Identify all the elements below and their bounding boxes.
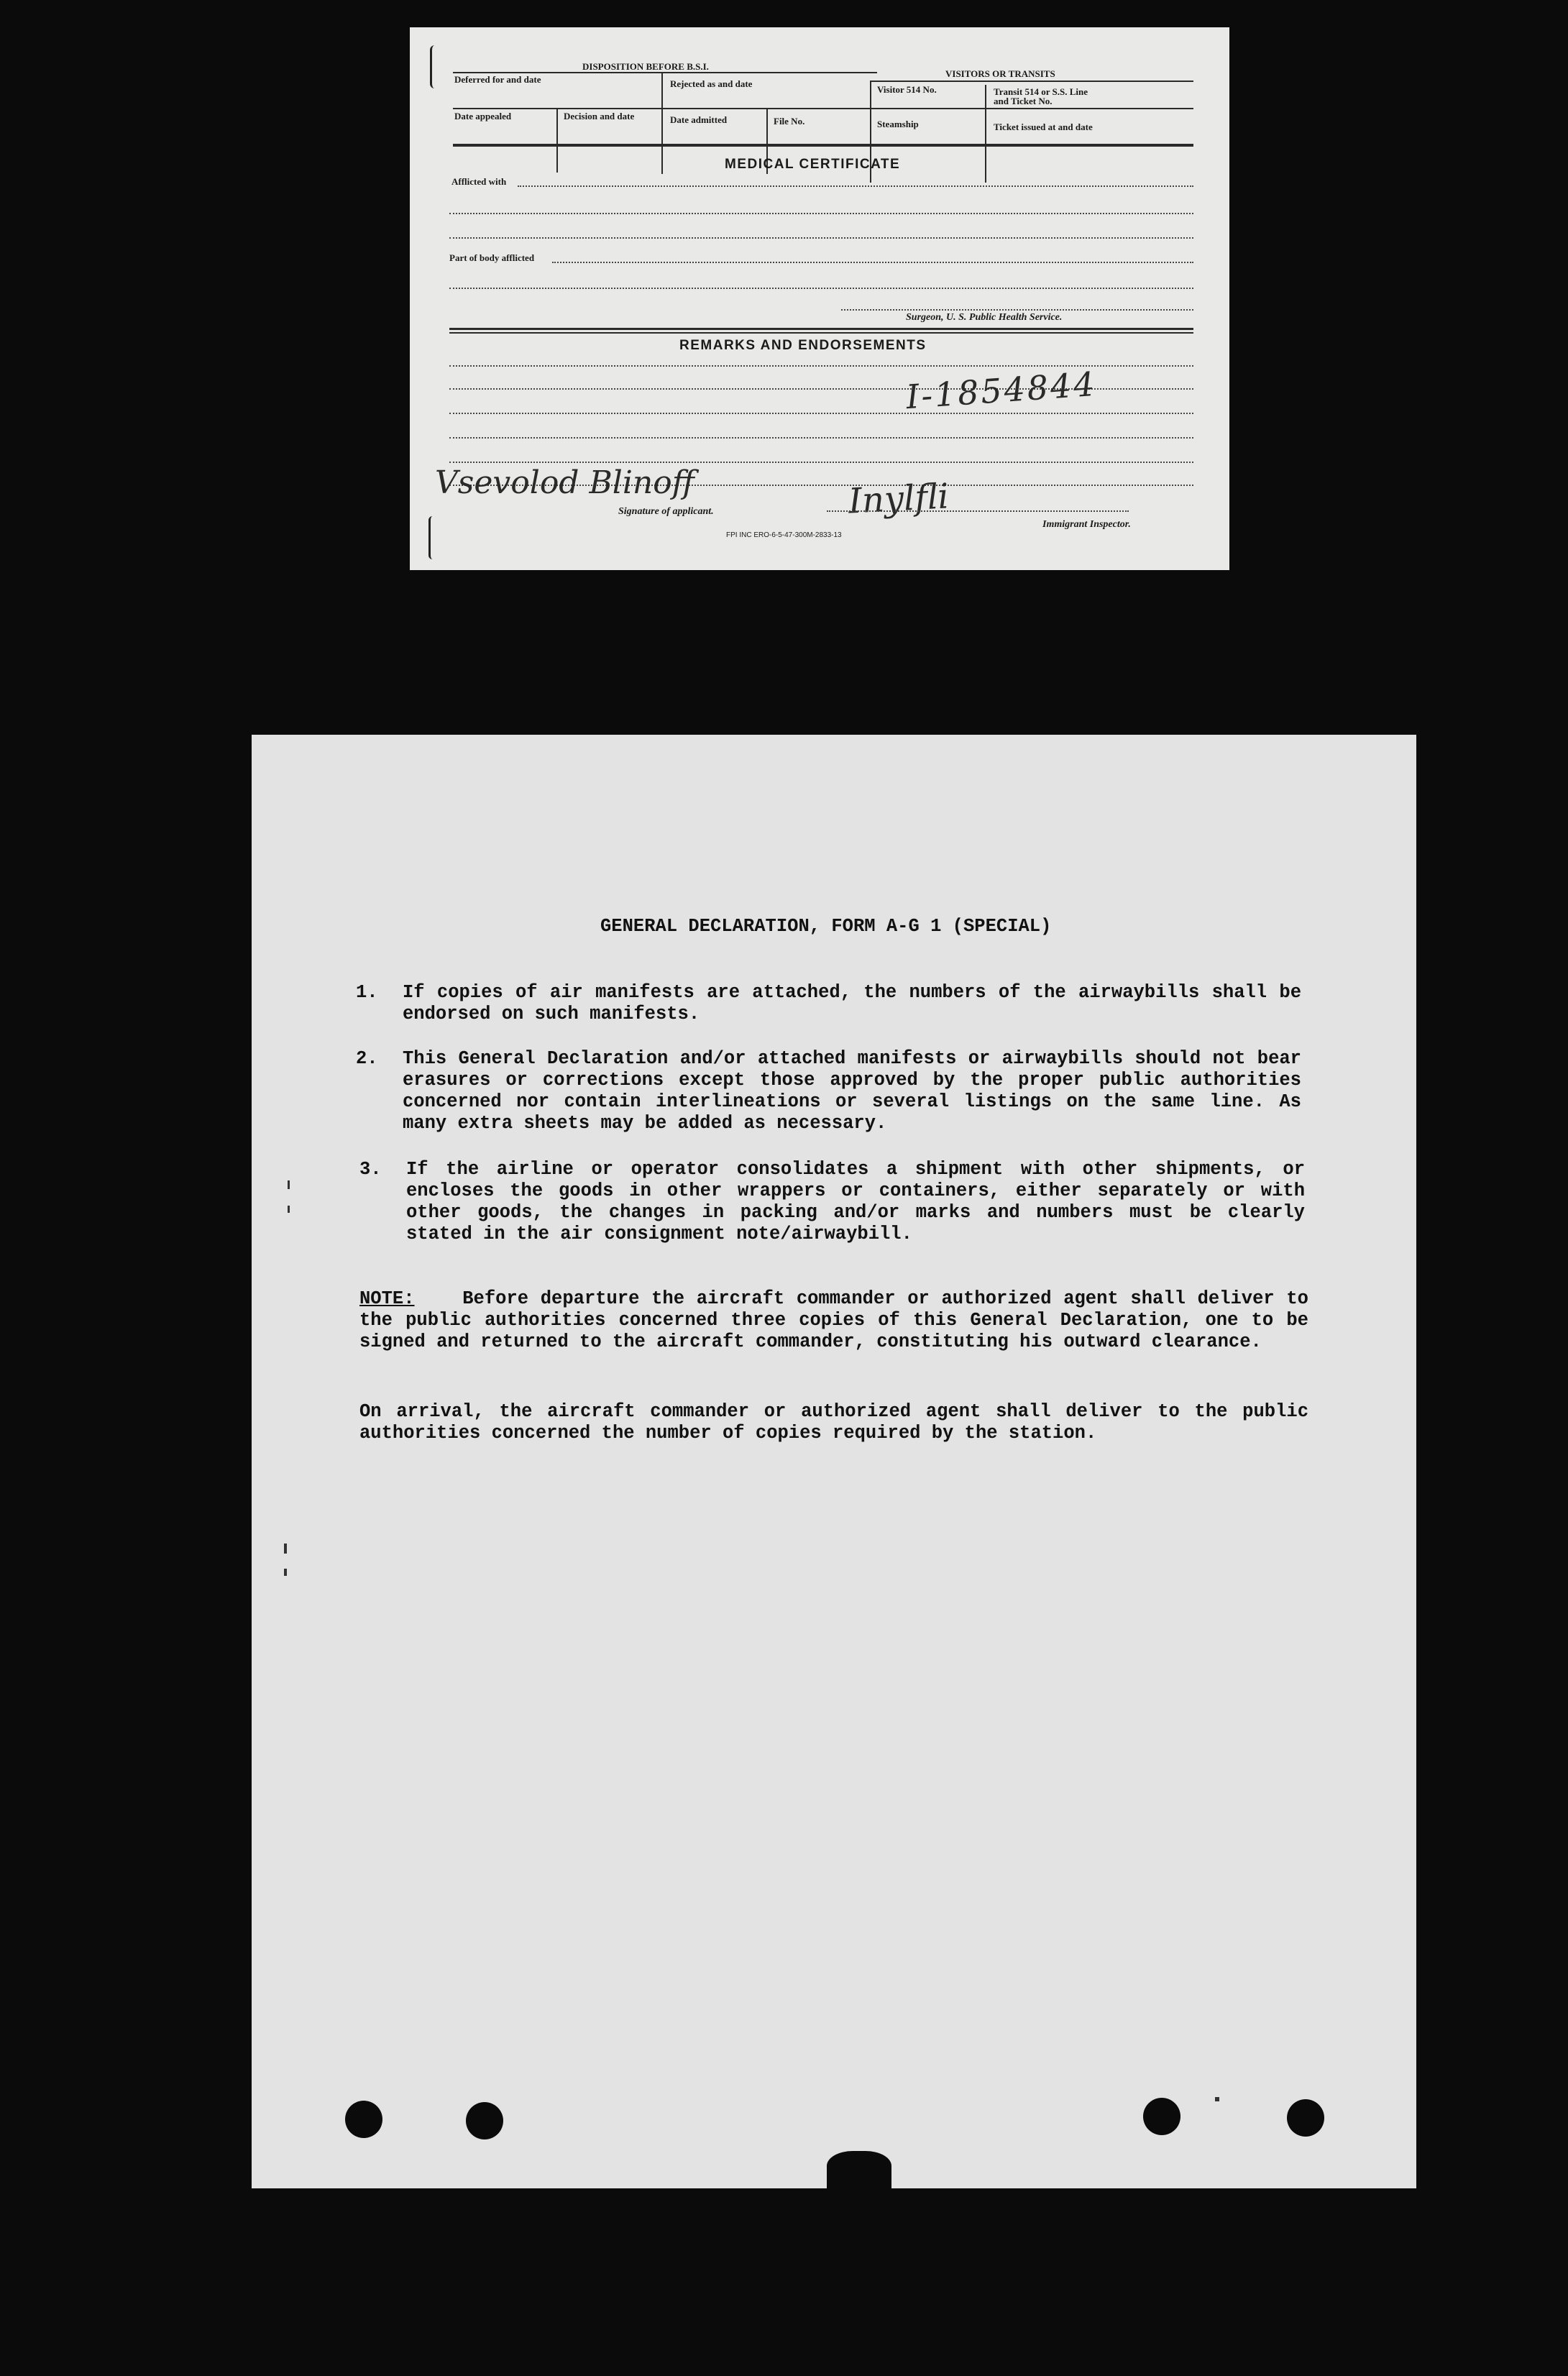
- print-code: FPI INC ERO-6-5-47-300M-2833-13: [726, 531, 842, 539]
- arrival-paragraph: On arrival, the aircraft commander or authorized agent shall deliver to the public authorities concerned the number of copies required by the station.: [359, 1401, 1308, 1444]
- handwritten-file-number: I-1854844: [904, 364, 1099, 417]
- date-appealed-label: Date appealed: [454, 111, 512, 121]
- disposition-header: DISPOSITION BEFORE B.S.I.: [582, 61, 709, 72]
- immigrant-inspector-label: Immigrant Inspector.: [1042, 519, 1131, 530]
- afflicted-label: Afflicted with: [451, 176, 507, 187]
- transit-label-2: and Ticket No.: [994, 96, 1053, 106]
- item-number-3: 3.: [359, 1159, 382, 1180]
- punch-hole: [466, 2102, 503, 2139]
- note-text: Before departure the aircraft commander or authorized agent shall deliver to the public authorities concerned three copies of this General Declaration, one to be signed and returned to the aircraft commander, constituting his outward clearance.: [359, 1288, 1308, 1352]
- binding-mark: [428, 516, 436, 559]
- item-number-2: 2.: [356, 1048, 378, 1069]
- visitors-header: VISITORS OR TRANSITS: [945, 68, 1055, 79]
- decision-label: Decision and date: [564, 111, 635, 121]
- punch-hole: [1143, 2098, 1180, 2135]
- rule: [453, 145, 1193, 147]
- speck: [288, 1180, 290, 1189]
- note-label: NOTE:: [359, 1288, 415, 1309]
- visitor-514-label: Visitor 514 No.: [877, 84, 937, 95]
- immigration-card: [410, 27, 1229, 570]
- dotted-line: [449, 237, 1193, 239]
- ticket-issued-label: Ticket issued at and date: [994, 121, 1093, 132]
- speck: [1215, 2097, 1219, 2101]
- dotted-line: [449, 437, 1193, 439]
- item-text-2: This General Declaration and/or attached manifests or airwaybills should not bear erasures or corrections except those approved by the proper public authorities concerned nor contain interlineations or several listings on the same line. As many extra sheets may be added as necessary.: [403, 1048, 1301, 1134]
- item-text-3: If the airline or operator consolidates a shipment with other shipments, or encloses the goods in other wrappers or containers, either separately or with other goods, the changes in packing and/or marks and numbers must be clearly stated in the air consignment note/airwaybill.: [406, 1159, 1305, 1244]
- item-number-1: 1.: [356, 982, 378, 1003]
- dotted-line: [518, 185, 1193, 187]
- surgeon-label: Surgeon, U. S. Public Health Service.: [906, 312, 1063, 323]
- column-divider: [985, 85, 986, 183]
- dotted-line: [449, 213, 1193, 214]
- applicant-signature: Vsevolod Blinoff: [435, 464, 694, 501]
- rule: [449, 328, 1193, 330]
- speck: [284, 1569, 287, 1576]
- speck: [284, 1544, 287, 1554]
- punch-hole: [345, 2101, 382, 2138]
- speck: [288, 1206, 290, 1213]
- signature-of-applicant-label: Signature of applicant.: [618, 506, 714, 517]
- dotted-line: [841, 309, 1193, 311]
- file-no-label: File No.: [774, 116, 805, 127]
- dotted-line: [552, 262, 1193, 263]
- deferred-label: Deferred for and date: [454, 74, 541, 85]
- inspector-signature: Inylfli: [847, 476, 950, 522]
- dotted-line: [827, 510, 1129, 512]
- column-divider: [661, 73, 663, 174]
- date-admitted-label: Date admitted: [670, 114, 728, 125]
- torn-edge: [827, 2151, 891, 2188]
- dotted-line: [449, 288, 1193, 289]
- item-text-1: If copies of air manifests are attached, the numbers of the airwaybills shall be endorsed on such manifests.: [403, 982, 1301, 1024]
- dotted-line: [449, 462, 1193, 463]
- medical-certificate-title: MEDICAL CERTIFICATE: [725, 157, 901, 172]
- note-paragraph: [359, 1288, 1308, 1353]
- transit-label-1: Transit 514 or S.S. Line: [994, 86, 1088, 97]
- declaration-title: GENERAL DECLARATION, FORM A-G 1 (SPECIAL): [600, 916, 1052, 937]
- rule: [870, 81, 1193, 82]
- remarks-title: REMARKS AND ENDORSEMENTS: [679, 338, 927, 353]
- rule: [449, 332, 1193, 334]
- rule: [453, 72, 877, 73]
- column-divider: [556, 108, 558, 173]
- binding-mark: [430, 45, 439, 88]
- rule: [453, 108, 1193, 109]
- part-of-body-label: Part of body afflicted: [449, 252, 535, 263]
- steamship-label: Steamship: [877, 119, 919, 129]
- punch-hole: [1287, 2099, 1324, 2137]
- rejected-label: Rejected as and date: [670, 78, 753, 89]
- general-declaration-sheet: [252, 735, 1416, 2188]
- dotted-line: [449, 413, 1193, 414]
